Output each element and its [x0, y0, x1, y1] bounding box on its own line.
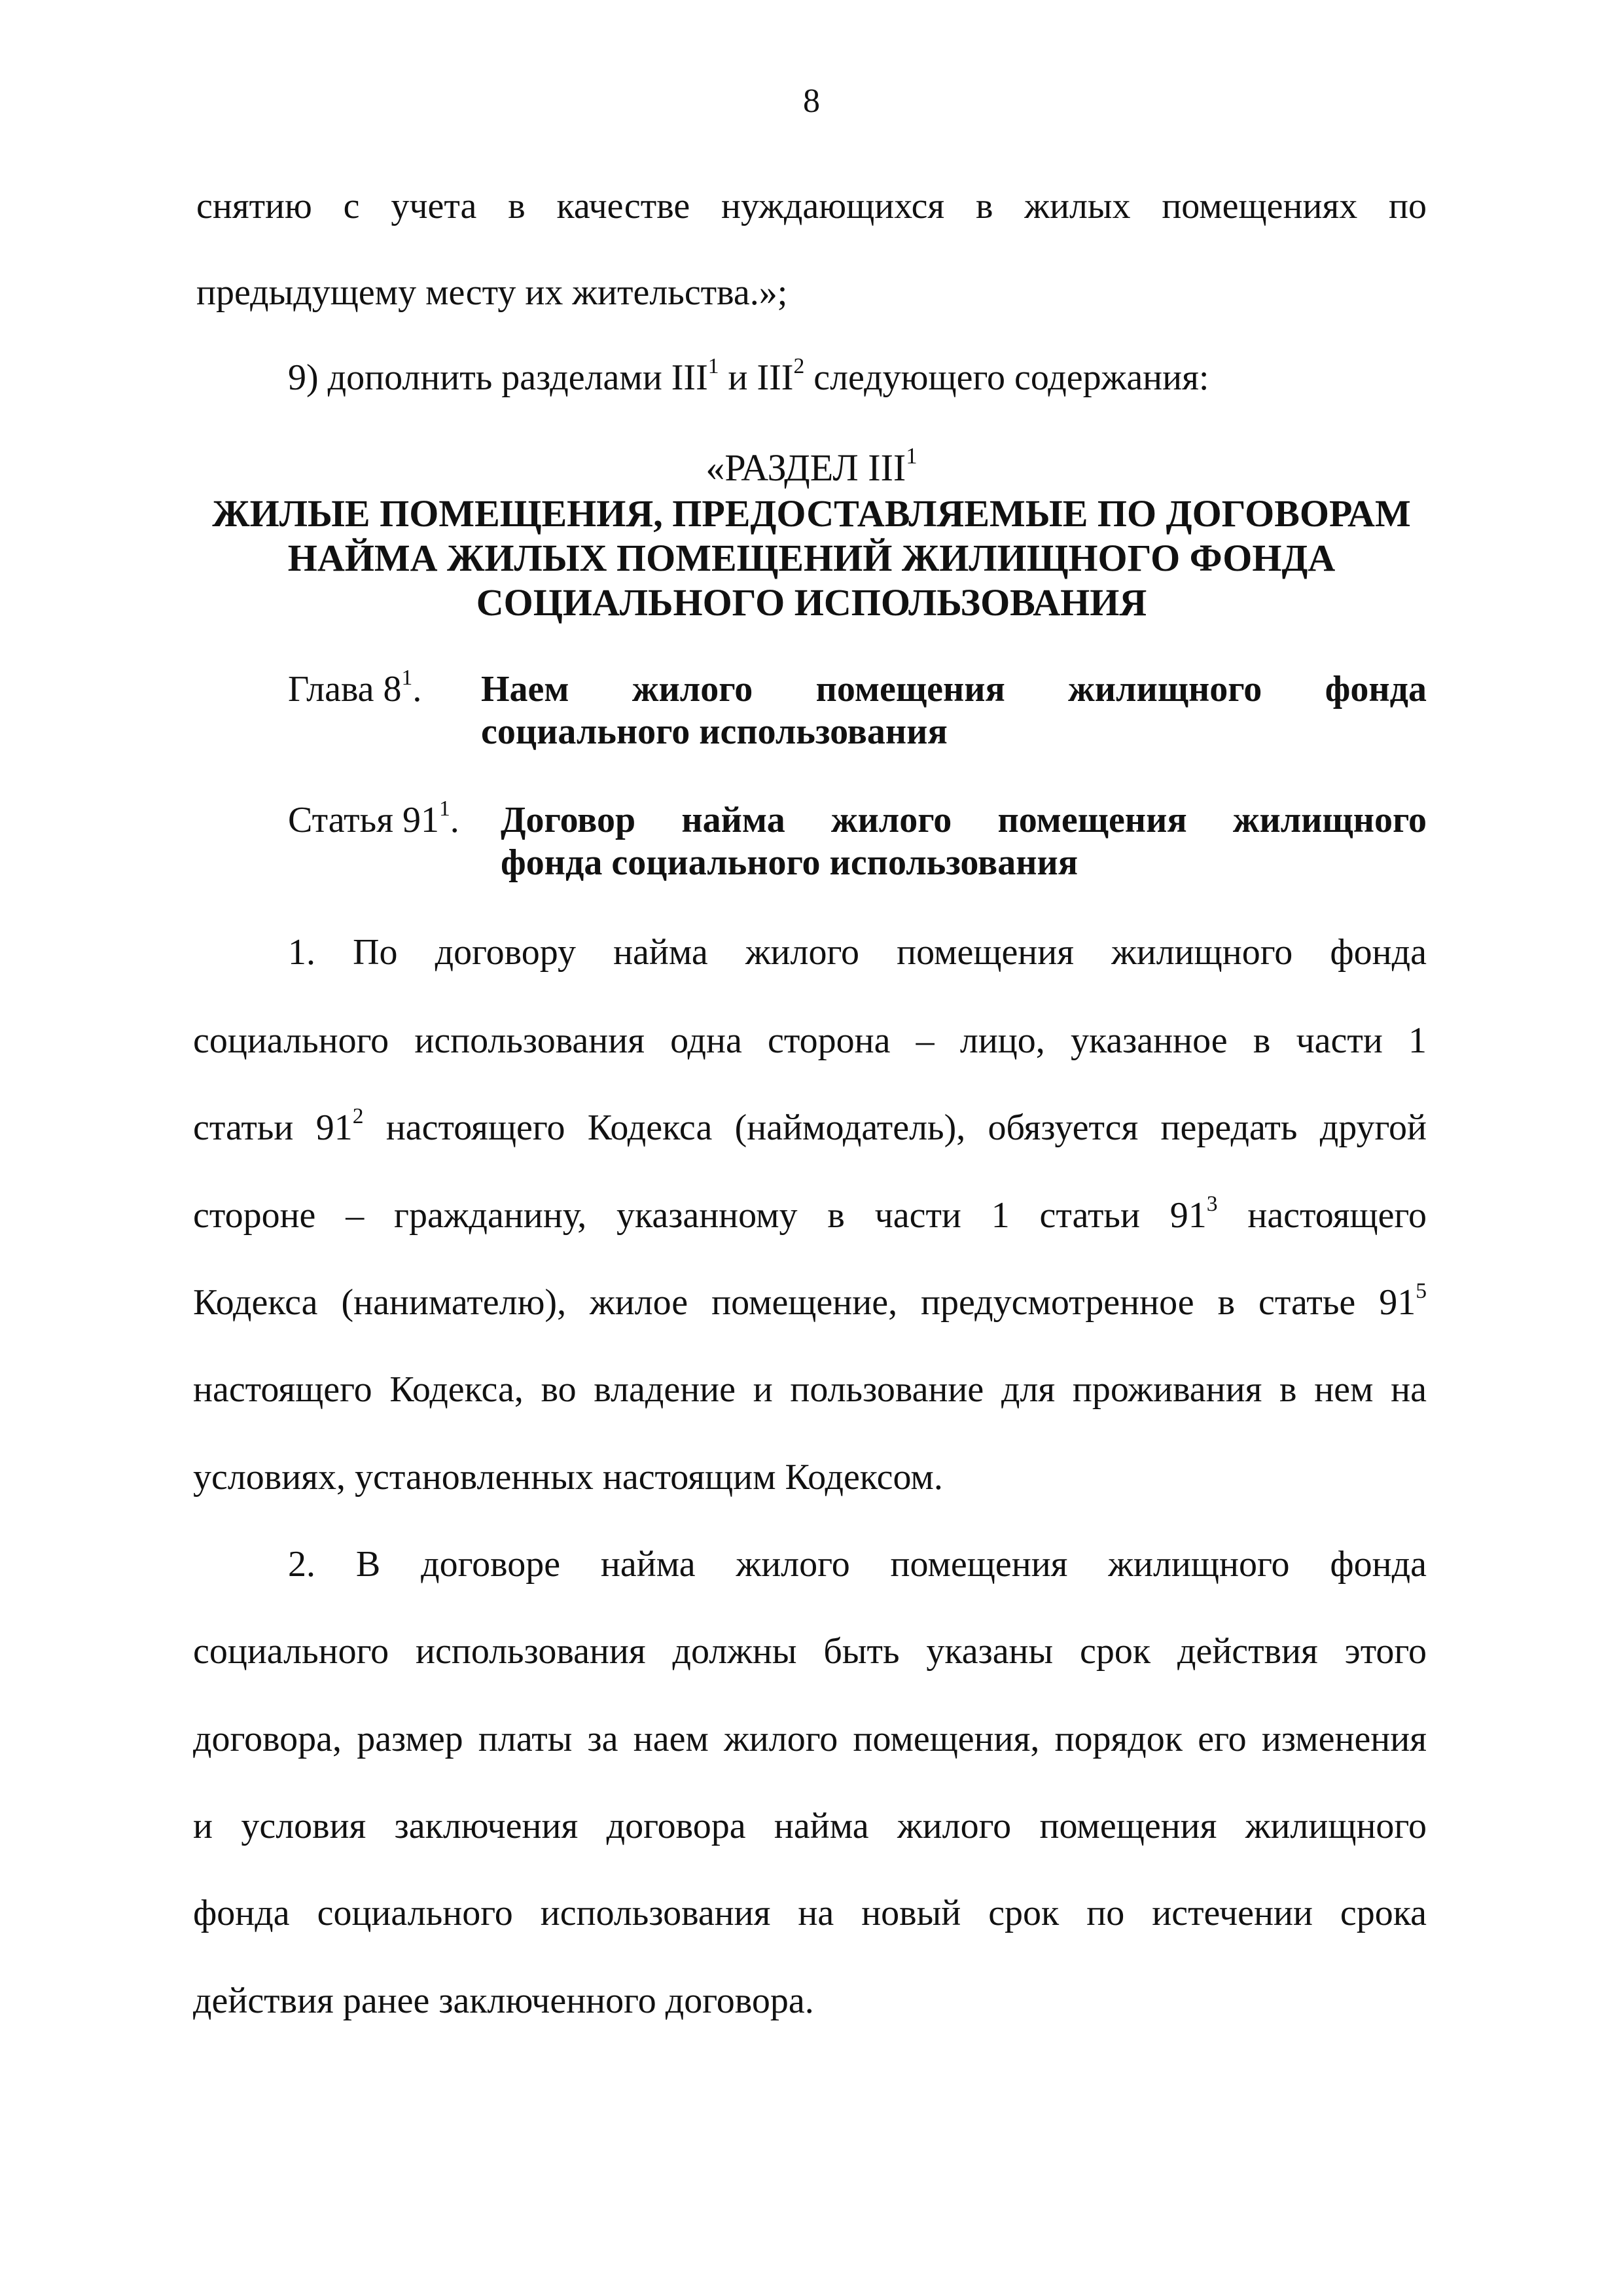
section-title-line-1: ЖИЛЫЕ ПОМЕЩЕНИЯ, ПРЕДОСТАВЛЯЕМЫЕ ПО ДОГОВОРАМ [212, 492, 1411, 535]
section-label-text: «РАЗДЕЛ III [705, 446, 906, 489]
item-9 [288, 355, 1209, 401]
para1-line-7: условиях, установленных настоящим Кодексом. [193, 1457, 943, 1498]
intro-line-1: снятию с учета в качестве нуждающихся в жилых помещениях по [196, 186, 1427, 226]
section-label [0, 442, 1623, 491]
item-9-pre: 9) дополнить разделами III [288, 357, 708, 398]
para2-line-2: социального использования должны быть указаны срок действия этого [193, 1631, 1427, 1672]
para1-line-2: социального использования одна сторона – лицо, указанное в части 1 [193, 1020, 1427, 1061]
chapter-label [288, 666, 421, 712]
para1-line-4 [193, 1193, 1427, 1238]
article-label-dot: . [450, 800, 459, 840]
para1-l4-sup: 3 [1206, 1191, 1218, 1216]
item-9-sup1: 1 [707, 353, 719, 378]
chapter-label-text: Глава 8 [288, 669, 402, 709]
para2-line-5: фонда социального использования на новый срок по истечении срока [193, 1893, 1427, 1933]
para1-l4-post: настоящего [1247, 1195, 1427, 1236]
item-9-mid: и III [719, 357, 794, 398]
section-title-line-2: НАЙМА ЖИЛЫХ ПОМЕЩЕНИЙ ЖИЛИЩНОГО ФОНДА [287, 537, 1336, 579]
article-title-line-2: фонда социального использования [501, 842, 1079, 883]
chapter-label-sup: 1 [401, 665, 413, 690]
para1-l4-pre: стороне – гражданину, указанному в части 1 статьи 91 [193, 1195, 1207, 1236]
article-label-text: Статья 91 [288, 800, 439, 840]
intro-line-2: предыдущему месту их жительства.»; [196, 272, 788, 313]
para2-line-6: действия ранее заключенного договора. [193, 1981, 814, 2021]
item-9-post: следующего содержания: [804, 357, 1209, 398]
chapter-title-line-2: социального использования [481, 711, 948, 752]
chapter-title-line-1: Наем жилого помещения жилищного фонда [481, 669, 1427, 709]
page-number: 8 [803, 82, 820, 120]
article-label [288, 797, 459, 843]
para1-line-5 [193, 1280, 1427, 1325]
para1-line-6: настоящего Кодекса, во владение и пользование для проживания в нем на [193, 1369, 1427, 1410]
item-9-sup2: 2 [793, 353, 805, 378]
para2-line-1: 2. В договоре найма жилого помещения жилищного фонда [288, 1544, 1427, 1585]
para1-l3-post: настоящего Кодекса (наймодатель), обязуется передать другой [385, 1107, 1427, 1148]
section-label-sup: 1 [906, 442, 918, 469]
para1-line-1: 1. По договору найма жилого помещения жилищного фонда [288, 932, 1427, 973]
para1-l3-sup: 2 [352, 1103, 364, 1128]
article-label-sup: 1 [438, 796, 450, 821]
section-title-line-3: СОЦИАЛЬНОГО ИСПОЛЬЗОВАНИЯ [476, 581, 1147, 624]
para2-line-3: договора, размер платы за наем жилого помещения, порядок его изменения [193, 1719, 1427, 1759]
article-title-line-1: Договор найма жилого помещения жилищного [501, 800, 1427, 840]
para1-l5-pre: Кодекса (нанимателю), жилое помещение, предусмотренное в статье 91 [193, 1282, 1416, 1323]
para1-l5-sup: 5 [1416, 1278, 1427, 1303]
para1-l3-pre: статьи 91 [193, 1107, 353, 1148]
para1-line-3 [193, 1105, 1427, 1151]
para2-line-4: и условия заключения договора найма жилого помещения жилищного [193, 1806, 1427, 1846]
chapter-label-dot: . [412, 669, 422, 709]
